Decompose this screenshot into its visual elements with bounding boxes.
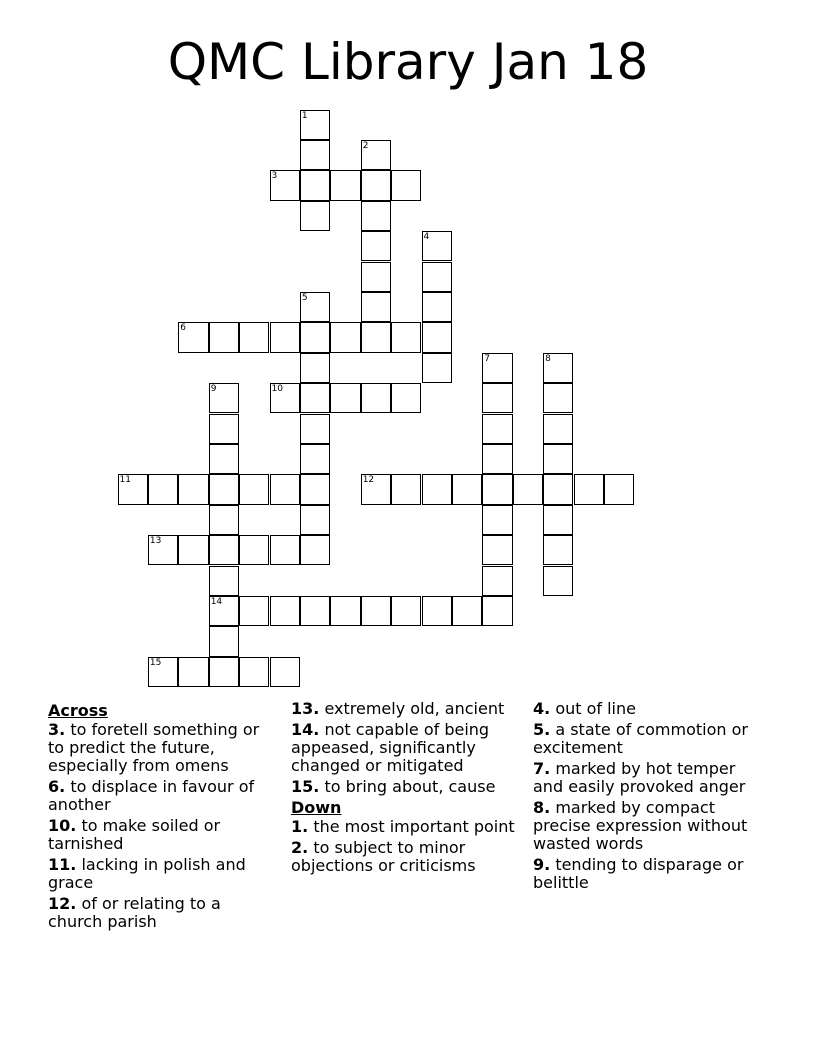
grid-cell[interactable] (361, 140, 391, 170)
grid-cell[interactable] (118, 474, 148, 504)
grid-cell[interactable] (209, 383, 239, 413)
clue-text: to make soiled or tarnished (48, 816, 221, 853)
clues-column-2 (291, 700, 516, 878)
grid-cell[interactable] (300, 322, 330, 352)
clue-down-8 (533, 799, 758, 853)
clue-number: 11. (48, 855, 77, 874)
grid-cell[interactable] (300, 535, 330, 565)
clue-number: 10. (48, 816, 77, 835)
grid-cell[interactable] (361, 596, 391, 626)
grid-cell[interactable] (482, 474, 512, 504)
grid-cell[interactable] (270, 535, 300, 565)
grid-cell[interactable] (422, 292, 452, 322)
grid-cell[interactable] (391, 170, 421, 200)
grid-cell[interactable] (391, 322, 421, 352)
grid-cell[interactable] (300, 170, 330, 200)
clue-number-label: 14 (210, 596, 223, 607)
clue-across-13 (291, 700, 516, 718)
clue-text: to displace in favour of another (48, 777, 255, 814)
across-heading: Across (48, 701, 108, 720)
grid-cell[interactable] (300, 110, 330, 140)
grid-cell[interactable] (361, 262, 391, 292)
grid-cell[interactable] (239, 657, 269, 687)
grid-cell[interactable] (543, 566, 573, 596)
grid-cell[interactable] (422, 322, 452, 352)
grid-cell[interactable] (270, 596, 300, 626)
clue-number: 12. (48, 894, 77, 913)
clue-number: 15. (291, 777, 320, 796)
clue-down-7 (533, 760, 758, 796)
clue-number: 8. (533, 798, 551, 817)
clue-across-11 (48, 856, 273, 892)
grid-cell[interactable] (543, 383, 573, 413)
clue-number-label: 3 (271, 171, 278, 182)
grid-cell[interactable] (300, 444, 330, 474)
clue-down-1 (291, 818, 516, 836)
grid-cell[interactable] (361, 474, 391, 504)
clue-number-label: 5 (301, 292, 308, 303)
clue-number-label: 7 (484, 353, 491, 364)
grid-cell[interactable] (239, 596, 269, 626)
clue-text: to bring about, cause (324, 777, 496, 796)
grid-cell[interactable] (361, 322, 391, 352)
grid-cell[interactable] (300, 292, 330, 322)
grid-cell[interactable] (300, 596, 330, 626)
grid-cell[interactable] (209, 626, 239, 656)
clue-text: lacking in polish and grace (48, 855, 246, 892)
grid-cell[interactable] (178, 474, 208, 504)
clue-text: of or relating to a church parish (48, 894, 221, 931)
clue-across-15 (291, 778, 516, 796)
grid-cell[interactable] (361, 231, 391, 261)
clue-number: 2. (291, 838, 309, 857)
clue-down-9 (533, 856, 758, 892)
grid-cell[interactable] (239, 535, 269, 565)
grid-cell[interactable] (543, 353, 573, 383)
clue-text: a state of commotion or excitement (533, 720, 748, 757)
grid-cell[interactable] (391, 474, 421, 504)
grid-cell[interactable] (209, 414, 239, 444)
clue-down-2 (291, 839, 516, 875)
clue-number: 13. (291, 699, 320, 718)
grid-cell[interactable] (270, 322, 300, 352)
grid-cell[interactable] (270, 383, 300, 413)
grid-cell[interactable] (482, 596, 512, 626)
grid-cell[interactable] (391, 383, 421, 413)
grid-cell[interactable] (422, 596, 452, 626)
clue-number: 9. (533, 855, 551, 874)
clue-number-label: 13 (149, 536, 162, 547)
clue-down-5 (533, 721, 758, 757)
grid-cell[interactable] (330, 596, 360, 626)
clue-number-label: 9 (210, 384, 217, 395)
grid-cell[interactable] (209, 322, 239, 352)
grid-cell[interactable] (209, 596, 239, 626)
grid-cell[interactable] (148, 474, 178, 504)
clue-across-10 (48, 817, 273, 853)
clue-number: 6. (48, 777, 66, 796)
grid-cell[interactable] (482, 444, 512, 474)
clue-text: not capable of being appeased, significantly changed or mitigated (291, 720, 490, 775)
grid-cell[interactable] (452, 474, 482, 504)
grid-cell[interactable] (361, 292, 391, 322)
clue-number-label: 12 (362, 475, 375, 486)
grid-cell[interactable] (543, 505, 573, 535)
clue-number-label: 4 (423, 232, 430, 243)
grid-cell[interactable] (422, 231, 452, 261)
grid-cell[interactable] (148, 535, 178, 565)
clue-text: extremely old, ancient (324, 699, 505, 718)
clue-text: to foretell something or to predict the future, especially from omens (48, 720, 260, 775)
clue-text: marked by compact precise expression without wasted words (533, 798, 748, 853)
grid-cell[interactable] (300, 505, 330, 535)
grid-cell[interactable] (330, 383, 360, 413)
clue-number: 5. (533, 720, 551, 739)
clue-number-label: 1 (301, 110, 308, 121)
grid-cell[interactable] (209, 535, 239, 565)
clue-across-14 (291, 721, 516, 775)
grid-cell[interactable] (482, 414, 512, 444)
down-heading: Down (291, 798, 342, 817)
grid-cell[interactable] (391, 596, 421, 626)
grid-cell[interactable] (330, 170, 360, 200)
clue-text: to subject to minor objections or criticisms (291, 838, 476, 875)
grid-cell[interactable] (330, 322, 360, 352)
clue-number-label: 8 (545, 353, 551, 364)
grid-cell[interactable] (209, 505, 239, 535)
grid-cell[interactable] (300, 353, 330, 383)
puzzle-title: QMC Library Jan 18 (167, 33, 649, 91)
grid-cell[interactable] (543, 535, 573, 565)
clue-number: 4. (533, 699, 551, 718)
grid-cell[interactable] (513, 474, 543, 504)
grid-cell[interactable] (148, 657, 178, 687)
clues-column-3 (533, 700, 758, 895)
clue-text: out of line (555, 699, 636, 718)
grid-cell[interactable] (482, 505, 512, 535)
clue-across-12 (48, 895, 273, 931)
grid-cell[interactable] (482, 566, 512, 596)
grid-cell[interactable] (239, 322, 269, 352)
grid-cell[interactable] (604, 474, 634, 504)
grid-cell[interactable] (482, 383, 512, 413)
grid-cell[interactable] (543, 444, 573, 474)
grid-cell[interactable] (178, 657, 208, 687)
clue-number-label: 10 (271, 384, 283, 395)
clue-across-6 (48, 778, 273, 814)
grid-cell[interactable] (239, 474, 269, 504)
grid-cell[interactable] (209, 444, 239, 474)
grid-cell[interactable] (209, 474, 239, 504)
grid-cell[interactable] (300, 474, 330, 504)
grid-cell[interactable] (452, 596, 482, 626)
grid-cell[interactable] (361, 170, 391, 200)
clue-number: 3. (48, 720, 66, 739)
grid-cell[interactable] (422, 474, 452, 504)
grid-cell[interactable] (178, 535, 208, 565)
grid-cell[interactable] (482, 535, 512, 565)
clue-number-label: 2 (362, 140, 369, 151)
clue-number: 1. (291, 817, 309, 836)
clue-number: 14. (291, 720, 320, 739)
grid-cell[interactable] (270, 474, 300, 504)
grid-cell[interactable] (300, 201, 330, 231)
clue-down-4 (533, 700, 758, 718)
clue-across-3 (48, 721, 273, 775)
grid-cell[interactable] (543, 474, 573, 504)
clue-number-label: 15 (149, 657, 162, 668)
clue-text: tending to disparage or belittle (533, 855, 744, 892)
clues-column-1 (48, 700, 273, 934)
grid-cell[interactable] (270, 170, 300, 200)
clue-number: 7. (533, 759, 551, 778)
clue-number-label: 6 (180, 323, 187, 334)
grid-cell[interactable] (574, 474, 604, 504)
clue-text: the most important point (313, 817, 515, 836)
grid-cell[interactable] (300, 383, 330, 413)
grid-cell[interactable] (422, 262, 452, 292)
grid-cell[interactable] (300, 140, 330, 170)
clue-text: marked by hot temper and easily provoked anger (533, 759, 746, 796)
grid-cell[interactable] (300, 414, 330, 444)
grid-cell[interactable] (209, 566, 239, 596)
grid-cell[interactable] (543, 414, 573, 444)
grid-cell[interactable] (178, 322, 208, 352)
grid-cell[interactable] (270, 657, 300, 687)
grid-cell[interactable] (361, 201, 391, 231)
clue-number-label: 11 (119, 475, 131, 486)
grid-cell[interactable] (361, 383, 391, 413)
grid-cell[interactable] (482, 353, 512, 383)
grid-cell[interactable] (422, 353, 452, 383)
grid-cell[interactable] (209, 657, 239, 687)
